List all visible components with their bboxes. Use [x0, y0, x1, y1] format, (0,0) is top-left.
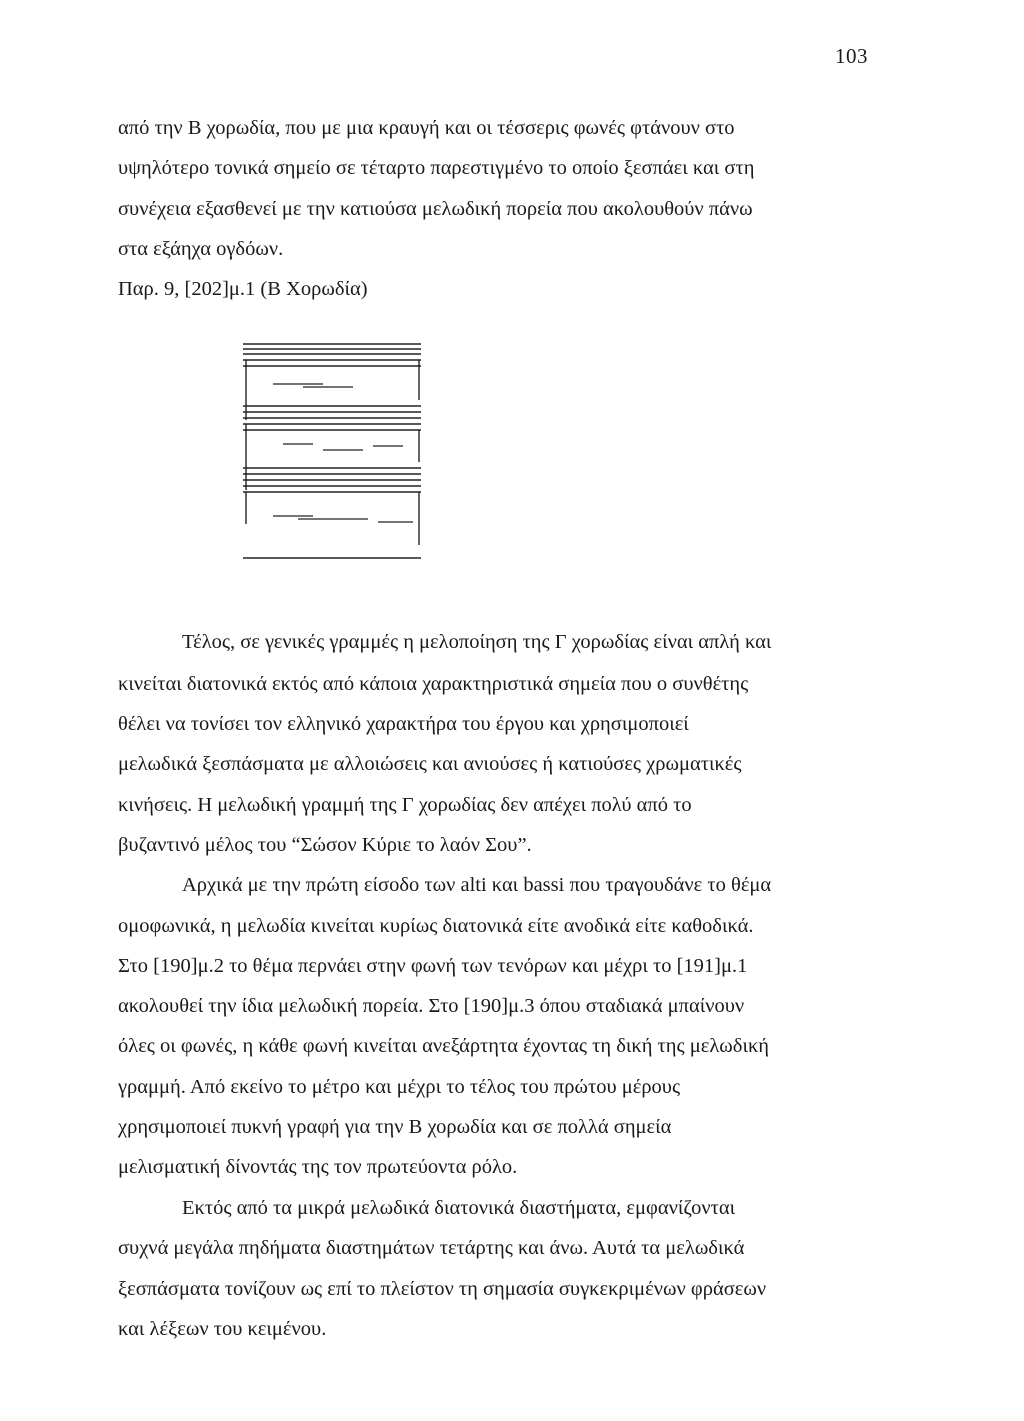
text-line: βυζαντινό μέλος του “Σώσον Κύριε το λαόν Σου”.: [118, 834, 532, 856]
text-line: θέλει να τονίσει τον ελληνικό χαρακτήρα του έργου και χρησιμοποιεί: [118, 713, 689, 735]
text-line: ομοφωνικά, η μελωδία κινείται κυρίως διατονικά είτε ανοδικά είτε καθοδικά.: [118, 915, 754, 937]
text-line: στα εξάηχα ογδόων.: [118, 238, 284, 260]
text-line: μελισματική δίνοντάς της τον πρωτεύοντα ρόλο.: [118, 1156, 518, 1178]
music-score-excerpt: [243, 340, 423, 562]
text-line: Εκτός από τα μικρά μελωδικά διατονικά διαστήματα, εμφανίζονται: [182, 1197, 736, 1219]
text-line: συχνά μεγάλα πηδήματα διαστημάτων τετάρτης και άνω. Αυτά τα μελωδικά: [118, 1237, 745, 1259]
text-line: υψηλότερο τονικά σημείο σε τέταρτο παρεστιγμένο το οποίο ξεσπάει και στη: [118, 157, 755, 179]
text-line: γραμμή. Από εκείνο το μέτρο και μέχρι το τέλος του πρώτου μέρους: [118, 1076, 681, 1098]
text-line: χρησιμοποιεί πυκνή γραφή για την Β χορωδία και σε πολλά σημεία: [118, 1116, 672, 1138]
text-line: ακολουθεί την ίδια μελωδική πορεία. Στο [190]μ.3 όπου σταδιακά μπαίνουν: [118, 995, 745, 1017]
text-line: Τέλος, σε γενικές γραμμές η μελοποίηση της Γ χορωδίας είναι απλή και: [182, 631, 772, 653]
text-line: κινήσεις. Η μελωδική γραμμή της Γ χορωδίας δεν απέχει πολύ από το: [118, 794, 692, 816]
page-number: 103: [835, 44, 868, 68]
text-line: όλες οι φωνές, η κάθε φωνή κινείται ανεξάρτητα έχοντας τη δική της μελωδική: [118, 1035, 770, 1057]
text-line: και λέξεων του κειμένου.: [118, 1318, 327, 1340]
text-line: από την Β χορωδία, που με μια κραυγή και οι τέσσερις φωνές φτάνουν στο: [118, 117, 735, 139]
text-line: Στο [190]μ.2 το θέμα περνάει στην φωνή των τενόρων και μέχρι το [191]μ.1: [118, 955, 748, 977]
text-line: ξεσπάσματα τονίζουν ως επί το πλείστον τη σημασία συγκεκριμένων φράσεων: [118, 1278, 767, 1300]
text-line: Αρχικά με την πρώτη είσοδο των alti και bassi που τραγουδάνε το θέμα: [182, 874, 772, 896]
example-caption: Παρ. 9, [202]μ.1 (Β Χορωδία): [118, 278, 368, 300]
text-line: μελωδικά ξεσπάσματα με αλλοιώσεις και ανιούσες ή κατιούσες χρωματικές: [118, 753, 742, 775]
text-line: κινείται διατονικά εκτός από κάποια χαρακτηριστικά σημεία που ο συνθέτης: [118, 673, 749, 695]
text-line: συνέχεια εξασθενεί με την κατιούσα μελωδική πορεία που ακολουθούν πάνω: [118, 198, 753, 220]
